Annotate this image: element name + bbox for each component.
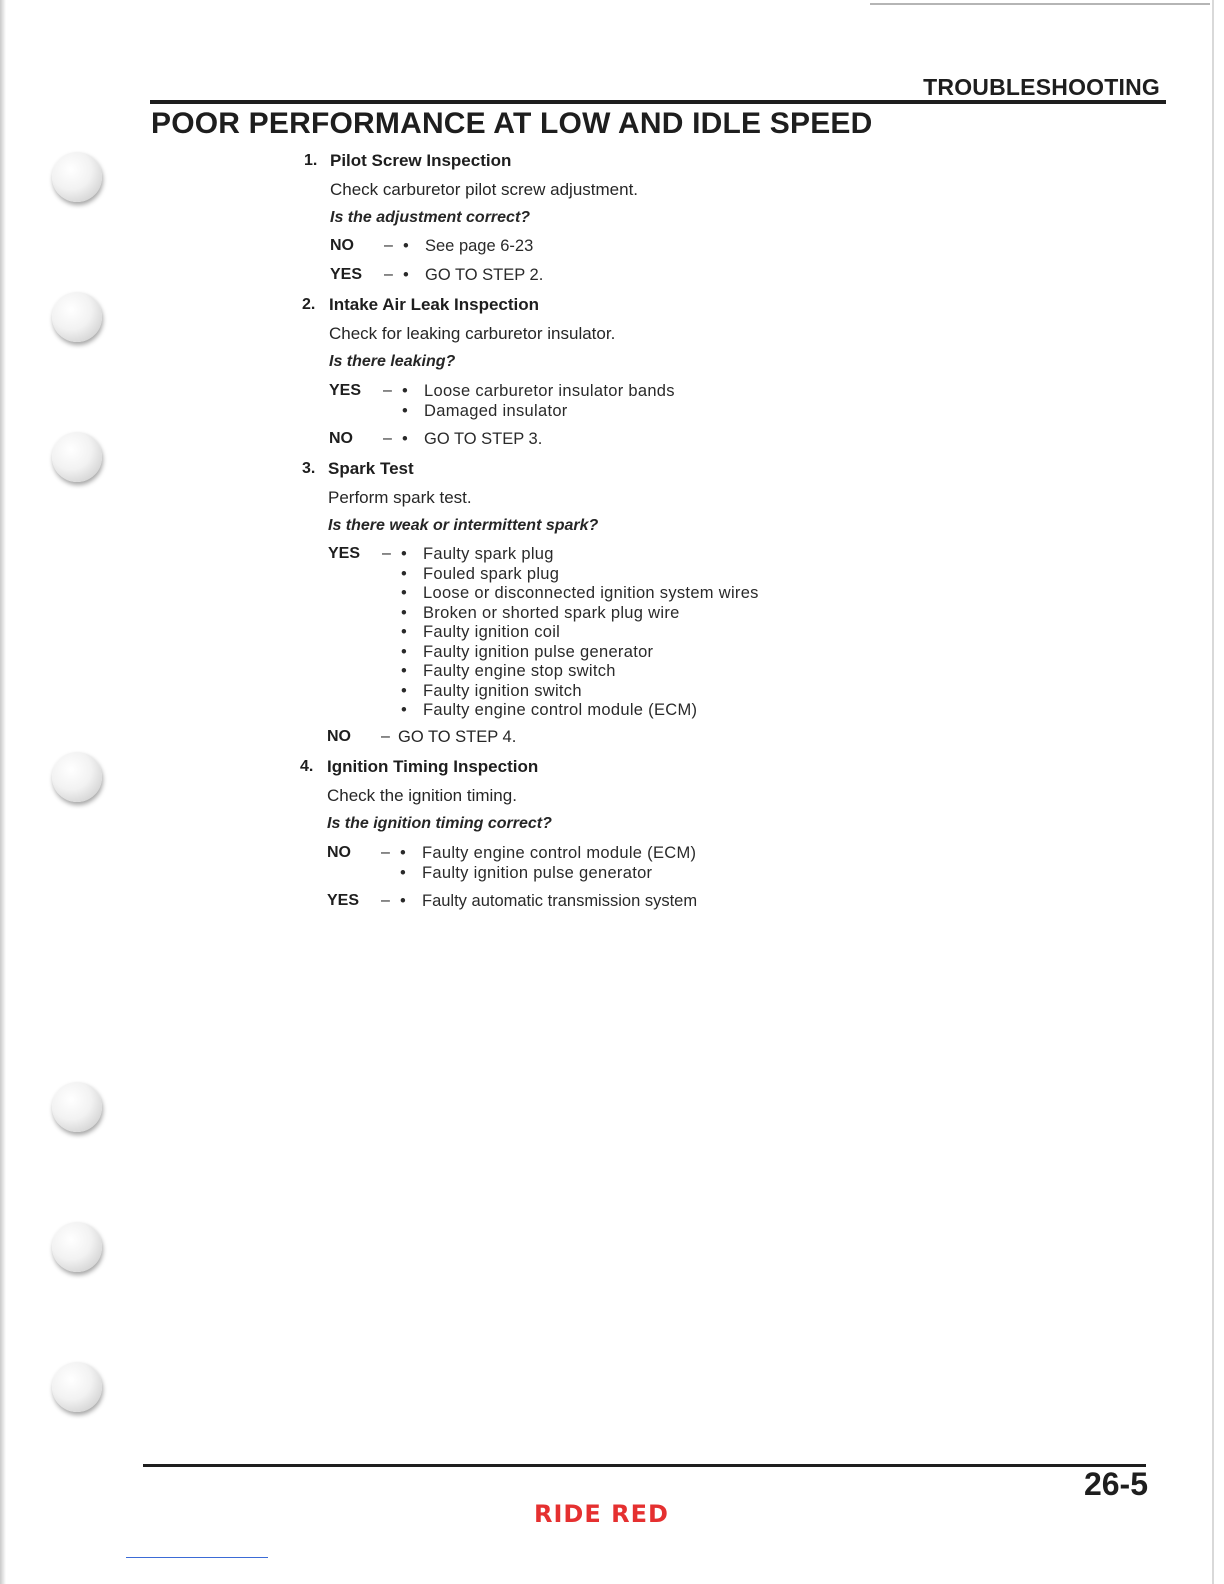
- answer-list: [400, 844, 696, 883]
- answer-dash: –: [381, 844, 390, 861]
- footer-rule: [143, 1464, 1146, 1467]
- bullet-icon: •: [402, 401, 409, 420]
- step-instruction: Perform spark test.: [328, 488, 472, 507]
- section-label: TROUBLESHOOTING: [923, 74, 1160, 100]
- bullet-icon: •: [400, 844, 407, 862]
- bullet-icon: •: [402, 430, 408, 448]
- step-number: 2.: [302, 296, 316, 313]
- page-number: 26-5: [1083, 1466, 1148, 1502]
- answer-label: YES: [330, 266, 363, 283]
- step-instruction: Check for leaking carburetor insulator.: [329, 324, 616, 343]
- list-item: • Faulty ignition switch: [401, 681, 582, 700]
- binder-hole-icon: [52, 292, 102, 342]
- bottom-link-underline: [126, 1557, 268, 1558]
- bullet-icon: •: [403, 237, 409, 255]
- answer-dash: –: [382, 545, 391, 562]
- answer-dash: –: [383, 430, 392, 447]
- answer-label: NO: [327, 844, 351, 861]
- bullet-icon: •: [400, 892, 406, 910]
- list-item: • Faulty ignition pulse generator: [401, 642, 654, 661]
- answer-label: NO: [330, 237, 354, 254]
- answer-label: YES: [328, 545, 361, 562]
- list-item: • Faulty ignition coil: [401, 623, 561, 641]
- list-item: • GO TO STEP 2.: [403, 266, 544, 284]
- list-item: • Fouled spark plug: [401, 564, 560, 583]
- bullet-icon: •: [401, 701, 408, 719]
- binder-hole-icon: [52, 1362, 102, 1412]
- bullet-icon: •: [401, 642, 408, 661]
- list-item: • Broken or shorted spark plug wire: [401, 603, 680, 622]
- step-number: 1.: [304, 152, 318, 169]
- list-item: • Faulty engine control module (ECM): [401, 701, 698, 719]
- binder-hole-icon: [52, 1082, 102, 1132]
- answer-list: [402, 382, 675, 421]
- list-item: • Faulty ignition pulse generator: [400, 863, 653, 882]
- binder-hole-icon: [52, 432, 102, 482]
- bullet-icon: •: [400, 863, 407, 882]
- answer-dash: –: [384, 237, 393, 254]
- step-number: 3.: [302, 460, 316, 477]
- answer-label: NO: [327, 728, 351, 745]
- step-instruction: Check the ignition timing.: [327, 786, 517, 805]
- bullet-icon: •: [402, 382, 409, 400]
- bullet-icon: •: [401, 603, 408, 622]
- binder-hole-icon: [52, 1222, 102, 1272]
- bullet-icon: •: [401, 681, 408, 700]
- answer-list: [400, 892, 697, 912]
- list-item: • Faulty automatic transmission system: [400, 892, 698, 910]
- bullet-icon: •: [401, 662, 408, 680]
- list-item: • Faulty spark plug: [401, 545, 554, 563]
- list-item: • GO TO STEP 3.: [402, 430, 543, 448]
- list-item: • Loose or disconnected ignition system wires: [401, 584, 759, 602]
- step-title: Ignition Timing Inspection: [327, 757, 539, 776]
- binder-hole-icon: [52, 752, 102, 802]
- header-rule: [150, 100, 1166, 104]
- step-title: Spark Test: [328, 459, 414, 478]
- step-number: 4.: [300, 758, 314, 775]
- page-right-edge: [1212, 0, 1214, 1584]
- answer-dash: –: [384, 266, 393, 283]
- bullet-icon: •: [401, 584, 408, 602]
- top-edge-rule: [870, 3, 1210, 5]
- step-question: Is the ignition timing correct?: [327, 815, 552, 832]
- bullet-icon: •: [401, 545, 408, 563]
- bullet-icon: •: [401, 564, 408, 583]
- list-item: • Loose carburetor insulator bands: [402, 382, 675, 400]
- step-title: Pilot Screw Inspection: [330, 151, 512, 170]
- answer-list: [403, 266, 543, 286]
- answer-list: [401, 545, 759, 721]
- page-left-edge: [0, 0, 6, 1584]
- answer-dash: –: [381, 892, 390, 909]
- bullet-icon: •: [403, 266, 409, 284]
- answer-list: [403, 237, 533, 257]
- list-item: • Faulty engine stop switch: [401, 662, 616, 680]
- step-question: Is the adjustment correct?: [330, 209, 531, 226]
- watermark-logo: RIDE RED: [534, 1500, 669, 1528]
- step-question: Is there leaking?: [329, 353, 456, 370]
- step-instruction: Check carburetor pilot screw adjustment.: [330, 180, 639, 199]
- answer-list: [402, 430, 542, 450]
- step-title: Intake Air Leak Inspection: [329, 295, 540, 314]
- list-item: • Damaged insulator: [402, 401, 568, 420]
- list-item: • See page 6-23: [403, 237, 534, 255]
- list-item: • Faulty engine control module (ECM): [400, 844, 697, 862]
- answer-label: YES: [327, 892, 360, 909]
- answer-dash: –: [381, 728, 390, 745]
- binder-hole-icon: [52, 152, 102, 202]
- answer-text: GO TO STEP 4.: [398, 728, 517, 746]
- bullet-icon: •: [401, 623, 408, 641]
- answer-dash: –: [383, 382, 392, 399]
- answer-label: NO: [329, 430, 353, 447]
- answer-label: YES: [329, 382, 362, 399]
- page-title: POOR PERFORMANCE AT LOW AND IDLE SPEED: [151, 107, 873, 140]
- step-question: Is there weak or intermittent spark?: [328, 517, 599, 534]
